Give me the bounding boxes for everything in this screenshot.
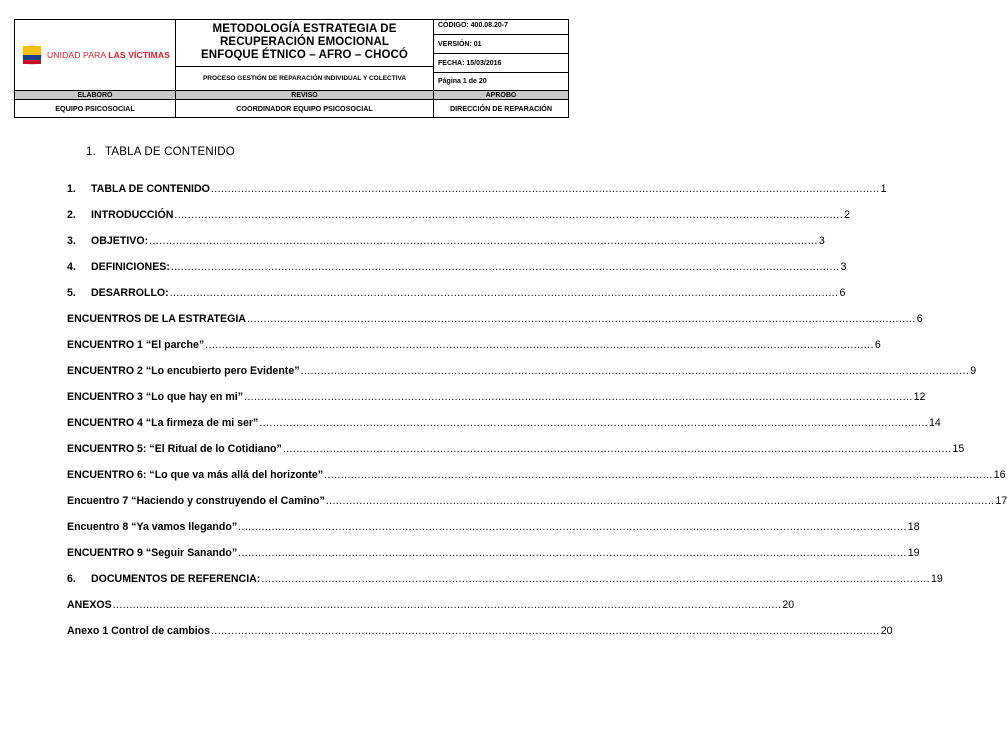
toc-entry-page: 6 [916, 313, 923, 325]
toc-entry[interactable] [67, 469, 1006, 485]
toc-heading [86, 146, 235, 158]
toc-entry-title: INTRODUCCIÓN [91, 209, 174, 221]
toc-entry[interactable] [67, 209, 851, 225]
toc-entry-page: 16 [993, 469, 1006, 481]
toc-dot-leader: ........................................................................................................................................................................................................ [211, 625, 880, 637]
toc-entry-number: 2. [67, 209, 76, 221]
roles-row [15, 90, 568, 100]
toc-entry-title: TABLA DE CONTENIDO [91, 183, 210, 195]
name-elaboro: EQUIPO PSICOSOCIAL [15, 100, 176, 117]
toc-entry-title: ENCUENTRO 9 “Seguir Sanando” [67, 547, 238, 559]
toc-dot-leader: ........................................................................................................................................................................................................ [261, 573, 930, 585]
document-title [176, 20, 434, 67]
toc-entry[interactable] [67, 235, 825, 251]
toc-dot-leader: ........................................................................................................................................................................................................ [170, 261, 840, 273]
toc-entry-title: Encuentro 8 “Ya vamos llegando” [67, 521, 238, 533]
organization-logo: UNIDAD PARA LAS VÍCTIMAS [47, 50, 171, 60]
toc-entry[interactable] [67, 183, 887, 199]
toc-heading-number: 1. [86, 146, 96, 158]
toc-entry-page: 19 [930, 573, 943, 585]
name-reviso: COORDINADOR EQUIPO PSICOSOCIAL [176, 100, 434, 117]
toc-dot-leader: ........................................................................................................................................................................................................ [282, 443, 952, 455]
toc-entry[interactable] [67, 391, 926, 407]
toc-dot-leader: ........................................................................................................................................................................................................ [210, 183, 880, 195]
toc-entry-title: Anexo 1 Control de cambios [67, 625, 211, 637]
toc-entry[interactable] [67, 573, 943, 589]
toc-entry-page: 14 [929, 417, 941, 429]
title-line-2: RECUPERACIÓN EMOCIONAL [220, 36, 389, 48]
toc-heading-label: TABLA DE CONTENIDO [105, 146, 235, 158]
toc-entry-title: ENCUENTROS DE LA ESTRATEGIA [67, 313, 246, 325]
toc-entry-title: ENCUENTRO 4 “La firmeza de mi ser” [67, 417, 259, 429]
colombia-seal-icon [22, 45, 42, 65]
document-header-table [14, 19, 569, 118]
toc-dot-leader: ........................................................................................................................................................................................................ [259, 417, 928, 429]
role-elaboro: ELABORÓ [15, 91, 176, 99]
title-line-3: ENFOQUE ÉTNICO – AFRO – CHOCÓ [201, 49, 408, 61]
toc-entry-title: ENCUENTRO 2 “Lo encubierto pero Evidente” [67, 365, 300, 377]
name-aprobo: DIRECCIÓN DE REPARACIÓN [449, 104, 553, 113]
logo-cell [15, 20, 176, 90]
toc-dot-leader: ........................................................................................................................................................................................................ [112, 599, 782, 611]
toc-entry-page: 12 [913, 391, 926, 403]
toc-dot-leader: ........................................................................................................................................................................................................ [325, 495, 995, 507]
names-row [15, 100, 568, 117]
page-indicator: Página 1 de 20 [438, 78, 487, 85]
toc-entry-title: DESARROLLO: [91, 287, 169, 299]
toc-entry[interactable] [67, 313, 923, 329]
toc-entry-number: 4. [67, 261, 76, 273]
toc-entry[interactable] [67, 599, 795, 615]
document-code: CÓDIGO: 400.08.20-7 [438, 22, 509, 29]
toc-dot-leader: ........................................................................................................................................................................................................ [238, 547, 907, 559]
toc-entry-title: OBJETIVO: [91, 235, 149, 247]
toc-entry-page: 6 [874, 339, 881, 351]
toc-entry-page: 9 [970, 365, 977, 377]
toc-entry-page: 3 [840, 261, 847, 273]
toc-entry[interactable] [67, 417, 941, 433]
toc-entry-title: ENCUENTRO 6: “Lo que va más allá del horizonte” [67, 469, 324, 481]
toc-entry-page: 2 [844, 209, 851, 221]
toc-dot-leader: ........................................................................................................................................................................................................ [149, 235, 818, 247]
toc-entry-title: ANEXOS [67, 599, 112, 611]
toc-entry-title: ENCUENTRO 5: “El Ritual de lo Cotidiano” [67, 443, 282, 455]
toc-dot-leader: ........................................................................................................................................................................................................ [300, 365, 970, 377]
toc-entry-page: 19 [907, 547, 920, 559]
document-meta [434, 20, 568, 90]
toc-entry[interactable] [67, 521, 920, 537]
toc-entry-title: DOCUMENTOS DE REFERENCIA: [91, 573, 261, 585]
toc-dot-leader: ........................................................................................................................................................................................................ [246, 313, 916, 325]
toc-dot-leader: ........................................................................................................................................................................................................ [244, 391, 913, 403]
toc-entry[interactable] [67, 287, 846, 303]
toc-dot-leader: ........................................................................................................................................................................................................ [174, 209, 844, 221]
toc-entry-number: 5. [67, 287, 76, 299]
toc-entry-page: 15 [952, 443, 965, 455]
toc-entry[interactable] [67, 261, 847, 277]
toc-entry-title: ENCUENTRO 3 “Lo que hay en mi” [67, 391, 243, 403]
process-name: PROCESO GESTIÓN DE REPARACIÓN INDIVIDUAL Y COLECTIVA [176, 67, 434, 90]
toc-entry-page: 1 [880, 183, 887, 195]
document-version: VERSIÓN: 01 [438, 41, 482, 48]
role-reviso: REVISÓ [176, 91, 434, 99]
toc-entry[interactable] [67, 339, 881, 355]
toc-dot-leader: ........................................................................................................................................................................................................ [238, 521, 907, 533]
toc-entry-number: 1. [67, 183, 76, 195]
toc-dot-leader: ........................................................................................................................................................................................................ [324, 469, 993, 481]
toc-entry-title: Encuentro 7 “Haciendo y construyendo el Camino” [67, 495, 325, 507]
document-date: FECHA: 15/03/2016 [438, 60, 502, 67]
toc-entry-title: DEFINICIONES: [91, 261, 170, 273]
title-line-1: METODOLOGÍA ESTRATEGIA DE [212, 23, 397, 35]
toc-entry[interactable] [67, 625, 893, 641]
toc-entry-page: 18 [907, 521, 920, 533]
toc-entry-number: 6. [67, 573, 76, 585]
toc-entry[interactable] [67, 495, 1007, 511]
toc-entry[interactable] [67, 443, 965, 459]
toc-entry-page: 3 [818, 235, 825, 247]
toc-entry-page: 6 [839, 287, 846, 299]
role-aprobo: APROBÓ [485, 91, 517, 99]
toc-entry-page: 20 [880, 625, 893, 637]
toc-entry-title: ENCUENTRO 1 “El parche” [67, 339, 205, 351]
toc-entry[interactable] [67, 365, 977, 381]
toc-entry-page: 20 [782, 599, 795, 611]
toc-entry-number: 3. [67, 235, 76, 247]
toc-entry[interactable] [67, 547, 920, 563]
toc-dot-leader: ........................................................................................................................................................................................................ [205, 339, 874, 351]
toc-dot-leader: ........................................................................................................................................................................................................ [169, 287, 839, 299]
toc-entry-page: 17 [995, 495, 1007, 507]
